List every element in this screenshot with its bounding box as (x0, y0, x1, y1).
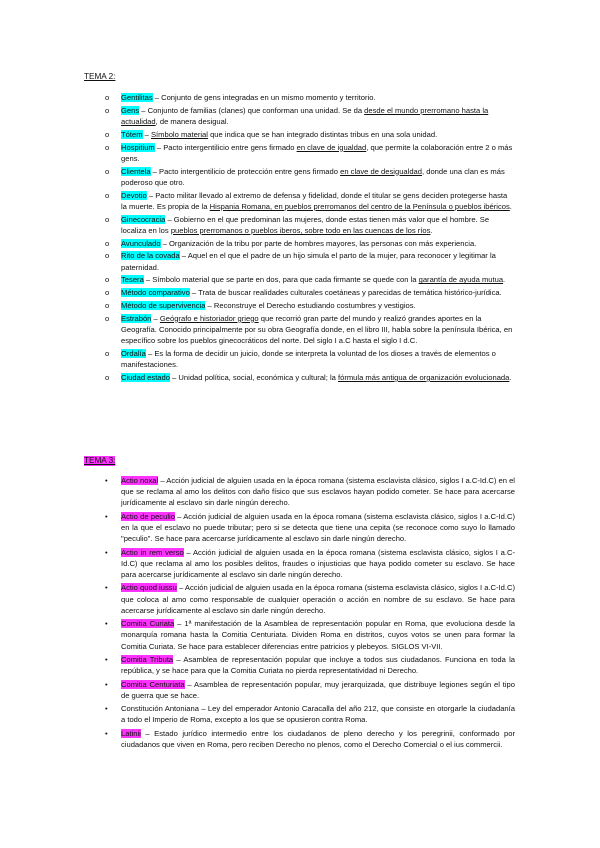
list-item (105, 679, 515, 701)
underlined-text: en clave de desigualdad (340, 166, 423, 176)
list-item (105, 105, 515, 127)
underlined-text: pueblos prerromanos o pueblos iberos, sobre todo en las cuencas de los ríos (170, 225, 431, 235)
definition-text: , donde una clan es más poderoso que otro. (121, 166, 505, 187)
definition-text: – Pacto militar llevado al extremo de defensa y fidelidad, donde el titular se gens deciden protegerse hasta la muerte. Es propia de la (121, 190, 508, 211)
term-highlight: Estrabón (121, 313, 152, 323)
definition-text: . (503, 275, 506, 285)
disc-bullet-icon: • (105, 619, 108, 629)
term-highlight: Método comparativo (121, 288, 190, 298)
underlined-text: Geógrafo e historiador griego (159, 313, 259, 323)
definition-text: que recorrió gran parte del mundo y realizó grandes aportes en la Geografía. Conocido principalmente por su obra Geografía donde, en el libro III, habla sobre la península Ibérica, en específico sobre los pueblos ginecocráticos del norte. Del siglo I a.C hasta el siglo I d.C. (121, 313, 513, 346)
list-item (105, 190, 515, 212)
definition-text: – Acción judicial de alguien usada en la época romana (sistema esclavista clásico, siglos I a.C-Id.C) en el que se reclama al amo los delitos con daño físico que sus esclavos hayan podido cometer. Se hace para acercarse jurídicamente al esclavo sin darle ningún derecho. (121, 476, 515, 508)
disc-bullet-icon: • (105, 583, 108, 593)
list-item (105, 129, 515, 140)
term-highlight: Devotio (121, 190, 147, 200)
circle-bullet-icon: o (105, 166, 110, 176)
list-item (105, 250, 515, 272)
disc-bullet-icon: • (105, 704, 108, 714)
term-highlight: Ordalía (121, 348, 146, 358)
list-item (105, 547, 515, 581)
definition-text: – Trata de buscar realidades culturales coetáneas y parecidas de temática histórico-jurídica. (189, 288, 502, 298)
term-highlight: Comitia Centuriata (121, 679, 185, 689)
definition-text: – Es la forma de decidir un juicio, donde se interpreta la voluntad de los dioses a través de elementos o manifestaciones. (121, 348, 496, 370)
definition-text: . (509, 201, 512, 211)
disc-bullet-icon: • (105, 728, 108, 738)
circle-bullet-icon: o (105, 190, 110, 200)
definition-text: – (142, 129, 151, 139)
list-item (105, 214, 515, 236)
term-highlight: Comitia Tributa (121, 654, 174, 664)
tema-2-list (105, 92, 515, 385)
circle-bullet-icon: o (105, 275, 110, 285)
underlined-text: Hispania Romana, en pueblos prerromanos del centro de la Península o pueblos ibéricos (209, 201, 510, 211)
underlined-text: fórmula más antigua de organización evolucionada (337, 372, 510, 382)
tema-3-heading: TEMA 3: (84, 456, 116, 465)
definition-text: – Gobierno en el que predominan las mujeres, donde estas tienen más valor que el hombre. Se localiza en los (121, 214, 490, 235)
definition-text: – Unidad política, social, económica y cultural; la (169, 372, 338, 382)
term-highlight: Actio de peculio (121, 511, 175, 521)
list-item (105, 654, 515, 676)
term-highlight: Tesera (121, 275, 144, 285)
list-item (105, 475, 515, 509)
circle-bullet-icon: o (105, 251, 110, 261)
list-item (105, 582, 515, 616)
term-highlight: Hospitium (121, 142, 155, 152)
term-highlight: Ciudad estado (121, 372, 170, 382)
definition-text: – Conjunto de gens integradas en un mismo momento y territorio. (152, 93, 376, 102)
definition-text: – Acción judicial de alguien usada en la época romana (sistema esclavista clásico, siglos I a.C-Id.C) en la que el esclavo no puede tributar; pero si se detecta que tiene una cepita (se reconoce como suyo lo llamado "peculio". Se hace para acercarse jurídicamente al esclavo sin darle ningún derecho. (121, 511, 515, 544)
term-highlight: Latinii (121, 728, 141, 738)
list-item (105, 348, 515, 370)
term-highlight: Gens (121, 105, 140, 115)
circle-bullet-icon: o (105, 300, 110, 310)
term-highlight: Avunculado (121, 238, 161, 248)
circle-bullet-icon: o (105, 372, 110, 382)
circle-bullet-icon: o (105, 288, 110, 298)
definition-text: – Pacto intergentilicio de protección entre gens firmado (150, 166, 341, 176)
disc-bullet-icon: • (105, 654, 108, 664)
definition-text: . (430, 225, 433, 235)
list-item (105, 618, 515, 652)
circle-bullet-icon: o (105, 348, 110, 358)
definition-text: – Organización de la tribu por parte de hombres mayores, las personas con más experiencia. (160, 238, 477, 248)
list-item (105, 372, 515, 383)
term-highlight: Comitia Curiata (121, 619, 175, 629)
circle-bullet-icon: o (105, 214, 110, 224)
definition-text: – Ley del emperador Antonio Caracalla del año 212, que consiste en otorgarle la ciudadanía a todo el Imperio de Roma, excepto a los que se opusieron contra Roma. (121, 704, 515, 725)
circle-bullet-icon: o (105, 142, 110, 152)
list-item (105, 287, 515, 298)
list-item (105, 274, 515, 285)
list-item (105, 728, 515, 750)
definition-text: – Reconstruye el Derecho estudiando costumbres y vestigios. (205, 300, 416, 310)
term-highlight: Método de supervivencia (121, 300, 206, 310)
definition-text: que indica que se han integrado distintas tribus en una sola unidad. (207, 129, 438, 139)
term-highlight: Clientela (121, 166, 151, 176)
definition-text: – Estado jurídico intermedio entre los ciudadanos de pleno derecho y los peregrinii, conformado por ciudadanos que viven en Roma, pero reciben Derecho no plenos, como el Derecho Comercial o el ius commercii. (121, 728, 515, 749)
term-highlight: Tótem (121, 129, 143, 139)
term-highlight: Ginecocracia (121, 214, 166, 224)
list-item (105, 166, 515, 188)
definition-text: – Aquel en el que el padre de un hijo simula el parto de la mujer, para reconocer y legitimar la paternidad. (121, 251, 496, 272)
definition-text: – 1ª manifestación de la Asamblea de representación popular en Roma, que evoluciona desde la monarquía romana hasta la Comitia Centuriata. Dividen Roma en distritos, cuyos votos se unen para formar la Comitia Curiata. Se hace para establecer diferencias entre patricios y plebeyos. SIGLOS VI-VII. (121, 619, 515, 651)
tema-3-list (105, 475, 515, 752)
circle-bullet-icon: o (105, 129, 110, 139)
list-item (105, 238, 515, 249)
definition-text: – Asamblea de representación popular, muy jerarquizada, que distribuye legiones según el tipo de guerra que se hace. (121, 679, 515, 700)
definition-text: – (151, 313, 160, 323)
underlined-text: desde el mundo prerromano hasta la actualidad (121, 105, 489, 126)
term-highlight: Rito de la covada (121, 251, 180, 261)
list-item (105, 703, 515, 725)
definition-text: , que permite la colaboración entre 2 o más gens. (121, 142, 513, 163)
definition-text: – Asamblea de representación popular que incluye a todos sus ciudadanos. Funciona en toda la república, y se hace para que la Comitia Curiata no pierda representatividad ni Derecho. (121, 654, 515, 676)
definition-text: – Conjunto de familias (clanes) que conforman una unidad. Se da (139, 105, 365, 115)
list-item (105, 511, 515, 545)
tema-2-heading: TEMA 2: (84, 72, 116, 81)
list-item (105, 313, 515, 347)
underlined-text: Símbolo material (150, 129, 208, 139)
definition-text: – Acción judicial de alguien usada en la época romana (sistema esclavista clásico, siglos I a.C-Id.C) que reclama al amo los posibles delitos, fraudes o injusticias que haya podido cometer su esclavo. Se hace para acercarse jurídicamente al esclavo sin darle ningún derecho. (121, 547, 515, 579)
disc-bullet-icon: • (105, 679, 108, 689)
underlined-text: en clave de igualdad (296, 142, 367, 152)
list-item (105, 300, 515, 311)
disc-bullet-icon: • (105, 511, 108, 521)
circle-bullet-icon: o (105, 313, 110, 323)
term-highlight: Actio noxal (121, 476, 159, 485)
definition-text: , de manera desigual. (155, 117, 229, 126)
circle-bullet-icon: o (105, 105, 110, 115)
term-highlight: Actio quod iussu (121, 583, 177, 593)
definition-text: . (509, 372, 512, 382)
circle-bullet-icon: o (105, 93, 110, 102)
list-item (105, 142, 515, 164)
disc-bullet-icon: • (105, 547, 108, 557)
circle-bullet-icon: o (105, 238, 110, 248)
disc-bullet-icon: • (105, 476, 108, 485)
definition-text: – Pacto intergentilicio entre gens firmado (154, 142, 297, 152)
definition-text: – Símbolo material que se parte en dos, para que cada firmante se quede con la (143, 275, 419, 285)
underlined-text: garantía de ayuda mutua (418, 275, 504, 285)
list-item (105, 92, 515, 103)
term-highlight: Actio in rem verso (121, 547, 184, 557)
term-highlight: Gentilitas (121, 93, 153, 102)
term-text: Constitución Antoniana (121, 704, 199, 714)
definition-text: – Acción judicial de alguien usada en la época romana (sistema esclavista clásico, siglos I a.C-Id.C) que coloca al amo como responsable de cualquier operación o acción en nombre de su esclavo. Se hace para acercarse jurídicamente al esclavo sin darle ningún derecho. (121, 583, 515, 615)
